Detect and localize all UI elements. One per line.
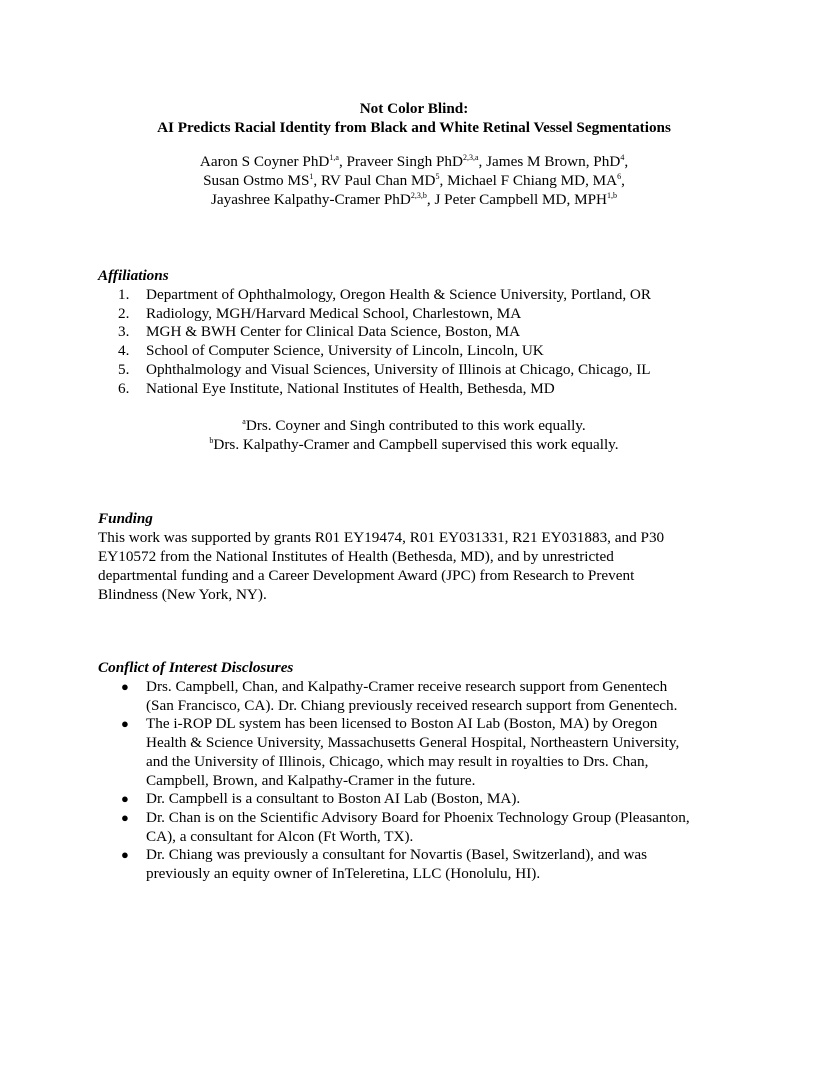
bullet-icon: ● (121, 847, 129, 863)
coi-line: Dr. Chiang was previously a consultant for Novartis (Basel, Switzerland), and was (146, 846, 648, 864)
affiliation-item (118, 380, 651, 399)
author-name: , Michael F Chiang MD, MA (439, 171, 618, 189)
coi-item (118, 846, 738, 883)
author-separator: , (621, 171, 625, 189)
author-name: , James M Brown, PhD (478, 153, 621, 170)
coi-line: Dr. Campbell is a consultant to Boston AI Lab (Boston, MA). (146, 790, 521, 808)
funding-paragraph (98, 528, 738, 604)
coi-heading: Conflict of Interest Disclosures (98, 659, 294, 676)
author-list (0, 153, 828, 209)
funding-heading: Funding (98, 510, 153, 527)
coi-line: (San Francisco, CA). Dr. Chiang previously received research support from Genentech. (146, 696, 678, 714)
author-affiliation-mark: 6 (617, 171, 622, 181)
coi-item (118, 678, 738, 715)
affiliation-number: 4. (118, 342, 130, 360)
affiliation-number: 2. (118, 304, 130, 322)
bullet-icon: ● (121, 809, 129, 825)
affiliation-text: National Eye Institute, National Institutes of Health, Bethesda, MD (146, 379, 555, 397)
coi-item (118, 809, 738, 846)
author-name: Jayashree Kalpathy-Cramer PhD (210, 190, 411, 208)
affiliation-text: Radiology, MGH/Harvard Medical School, Charlestown, MA (146, 304, 522, 322)
affiliation-number: 1. (118, 286, 130, 303)
author-affiliation-mark: 5 (435, 171, 440, 181)
coi-line: Health & Science University, Massachusetts General Hospital, Northeastern University, (146, 734, 680, 752)
affiliation-item (118, 323, 651, 342)
coi-line: The i-ROP DL system has been licensed to Boston AI Lab (Boston, MA) by Oregon (146, 715, 658, 733)
funding-line: Blindness (New York, NY). (98, 586, 267, 603)
equal-contribution-note (0, 416, 828, 435)
coi-line: previously an equity owner of InTeleretina, LLC (Honolulu, HI). (146, 865, 541, 883)
affiliation-item (118, 342, 651, 361)
coi-line: Drs. Campbell, Chan, and Kalpathy-Cramer receive research support from Genentech (146, 678, 668, 695)
paper-title (0, 99, 828, 137)
equal-supervision-note (0, 435, 828, 454)
note-text: Drs. Kalpathy-Cramer and Campbell supervised this work equally. (213, 436, 619, 453)
affiliation-item (118, 286, 651, 305)
author-name: Susan Ostmo MS (203, 171, 310, 189)
funding-line: EY10572 from the National Institutes of Health (Bethesda, MD), and by unrestricted (98, 548, 614, 565)
coi-line: Campbell, Brown, and Kalpathy-Cramer in the future. (146, 771, 476, 789)
coi-list (118, 678, 738, 884)
bullet-icon: ● (121, 716, 129, 732)
coi-line: Dr. Chan is on the Scientific Advisory Board for Phoenix Technology Group (Pleasanton, (146, 808, 690, 826)
affiliation-text: MGH & BWH Center for Clinical Data Science, Boston, MA (146, 323, 521, 341)
author-line-2 (0, 172, 828, 191)
note-mark: b (209, 436, 214, 445)
coi-item (118, 715, 738, 790)
affiliation-text: School of Computer Science, University of Lincoln, Lincoln, UK (146, 342, 544, 360)
affiliation-number: 6. (118, 379, 130, 397)
author-name: Aaron S Coyner PhD (199, 153, 330, 170)
author-name: , Praveer Singh PhD (338, 153, 463, 170)
author-affiliation-mark: 2,3,a (462, 153, 479, 162)
coi-line: and the University of Illinois, Chicago, which may result in royalties to Drs. Chan, (146, 752, 649, 770)
title-line-1: Not Color Blind: (359, 100, 469, 117)
note-mark: a (242, 417, 246, 426)
author-line-1 (0, 153, 828, 172)
affiliation-text: Ophthalmology and Visual Sciences, University of Illinois at Chicago, Chicago, IL (146, 360, 651, 378)
funding-line: This work was supported by grants R01 EY19474, R01 EY031331, R21 EY031883, and P30 (98, 529, 665, 546)
coi-line: CA), a consultant for Alcon (Ft Worth, TX). (146, 827, 414, 845)
affiliation-text: Department of Ophthalmology, Oregon Health & Science University, Portland, OR (146, 286, 652, 303)
funding-line: departmental funding and a Career Development Award (JPC) from Research to Prevent (98, 567, 635, 584)
author-affiliation-mark: 1,b (607, 190, 618, 200)
note-text: Drs. Coyner and Singh contributed to this work equally. (245, 417, 586, 434)
author-affiliation-mark: 4 (620, 153, 625, 162)
affiliation-number: 5. (118, 360, 130, 378)
author-line-3 (0, 191, 828, 210)
bullet-icon: ● (121, 679, 129, 694)
affiliation-item (118, 305, 651, 324)
author-affiliation-mark: 2,3,b (410, 190, 427, 200)
author-separator: , (624, 153, 629, 170)
affiliation-number: 3. (118, 323, 130, 341)
bullet-icon: ● (121, 791, 129, 807)
affiliation-item (118, 361, 651, 380)
author-name: , J Peter Campbell MD, MPH (426, 190, 608, 208)
author-affiliation-mark: 1,a (329, 153, 339, 162)
coi-item (118, 790, 738, 809)
contribution-notes (0, 416, 828, 454)
author-affiliation-mark: 1 (309, 171, 314, 181)
affiliations-heading: Affiliations (98, 267, 169, 284)
author-name: , RV Paul Chan MD (313, 171, 436, 189)
title-line-2: AI Predicts Racial Identity from Black and White Retinal Vessel Segmentations (157, 119, 671, 136)
affiliations-list (118, 286, 651, 398)
